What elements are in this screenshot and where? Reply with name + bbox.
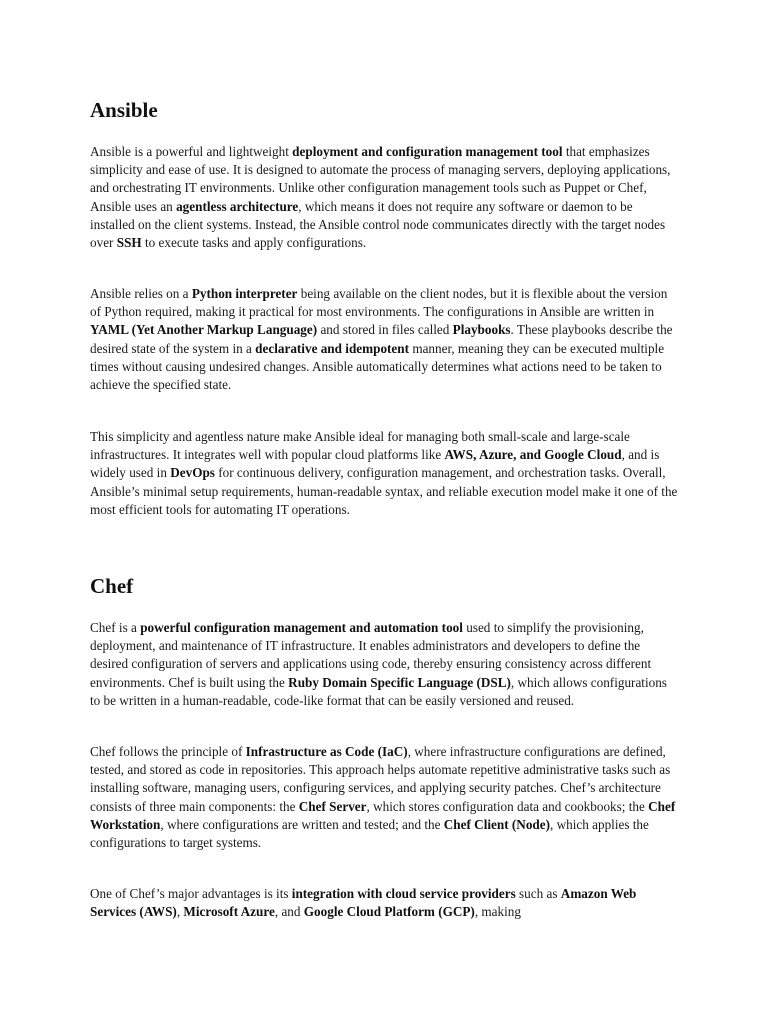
text-run: to execute tasks and apply configurations. bbox=[141, 235, 367, 251]
text-run: being available on the client nodes, but it is flexible about the version of Python required, making it practical for most environments. The configurations in Ansible are written in bbox=[90, 286, 668, 320]
paragraph bbox=[90, 885, 680, 921]
text-run: , where configurations are written and tested; and the bbox=[160, 816, 444, 832]
text-run: , which means it does not require any software or daemon to be installed on the client systems. Instead, the Ansible control node communicates directly with the target nodes over bbox=[90, 198, 666, 251]
text-run: such as bbox=[515, 886, 561, 901]
text-run: , bbox=[176, 904, 184, 920]
bold-text-run: SSH bbox=[116, 235, 142, 251]
paragraph bbox=[90, 428, 680, 519]
bold-text-run: AWS, Azure, and Google Cloud bbox=[444, 447, 622, 463]
bold-text-run: Chef Client (Node) bbox=[443, 816, 550, 832]
bold-text-run: Microsoft Azure bbox=[183, 904, 275, 920]
bold-text-run: Amazon Web Services (AWS) bbox=[90, 886, 637, 920]
text-run: , which applies the configurations to target systems. bbox=[90, 816, 649, 851]
text-run: Chef is a bbox=[90, 620, 141, 635]
section-heading-ansible: Ansible bbox=[90, 98, 158, 122]
text-run: , and is widely used in bbox=[90, 447, 660, 481]
text-run: Ansible is a powerful and lightweight bbox=[90, 144, 293, 159]
text-run: This simplicity and agentless nature make Ansible ideal for managing both small-scale and large-scale infrastructures. It integrates well with popular cloud platforms like bbox=[90, 429, 630, 463]
bold-text-run: Infrastructure as Code (IaC) bbox=[245, 744, 408, 759]
text-run: . These playbooks describe the desired state of the system in a bbox=[90, 322, 673, 356]
bold-text-run: Playbooks bbox=[452, 322, 511, 338]
text-run: Ansible relies on a bbox=[90, 286, 192, 301]
text-run: , making bbox=[474, 904, 521, 920]
bold-text-run: Ruby Domain Specific Language (DSL) bbox=[288, 674, 511, 690]
text-run: One of Chef’s major advantages is its bbox=[90, 886, 292, 901]
paragraph bbox=[90, 143, 680, 252]
text-run: , and bbox=[274, 904, 304, 920]
text-run: , which stores configuration data and cookbooks; the bbox=[366, 798, 649, 814]
bold-text-run: Python interpreter bbox=[191, 286, 298, 301]
section-heading-chef: Chef bbox=[90, 574, 134, 598]
bold-text-run: powerful configuration management and automation tool bbox=[140, 620, 463, 635]
bold-text-run: DevOps bbox=[170, 465, 215, 481]
paragraph bbox=[90, 619, 680, 710]
bold-text-run: integration with cloud service providers bbox=[291, 886, 516, 901]
bold-text-run: Google Cloud Platform (GCP) bbox=[303, 904, 475, 920]
text-run: Chef follows the principle of bbox=[90, 744, 246, 759]
paragraph bbox=[90, 285, 680, 394]
bold-text-run: Chef Workstation bbox=[90, 798, 676, 832]
bold-text-run: agentless architecture bbox=[176, 198, 299, 214]
paragraph bbox=[90, 743, 680, 852]
bold-text-run: Chef Server bbox=[298, 798, 367, 814]
text-run: that emphasizes simplicity and ease of use. It is designed to automate the process of managing servers, deploying applications, and orchestrating IT environments. Unlike other configuration management tools such as Puppet or Chef, Ansible uses an bbox=[90, 144, 671, 214]
text-run: for continuous delivery, configuration management, and orchestration tasks. Overall, Ansible’s minimal setup requirements, human-readable syntax, and reliable execution model make it one of the most efficient tools for automating IT operations. bbox=[90, 465, 678, 517]
text-run: , where infrastructure configurations are defined, tested, and stored as code in repositories. This approach helps automate repetitive administrative tasks such as installing software, managing users, configuring services, and applying security patches. Chef’s architecture consists of three main components: the bbox=[90, 744, 671, 814]
bold-text-run: deployment and configuration management tool bbox=[292, 144, 563, 159]
text-run: , which allows configurations to be written in a human-readable, code-like format that can be easily versioned and reused. bbox=[90, 674, 667, 708]
text-run: and stored in files called bbox=[317, 322, 453, 338]
bold-text-run: declarative and idempotent bbox=[255, 340, 410, 356]
bold-text-run: YAML (Yet Another Markup Language) bbox=[90, 322, 318, 338]
text-run: used to simplify the provisioning, deployment, and maintenance of IT infrastructure. It enables administrators and developers to define the desired configuration of servers and applications using code, thereby ensuring consistency across different environments. Chef is built using the bbox=[90, 620, 652, 690]
text-run: manner, meaning they can be executed multiple times without causing undesired changes. Ansible automatically determines what actions need to be taken to achieve the specified state. bbox=[90, 340, 665, 393]
